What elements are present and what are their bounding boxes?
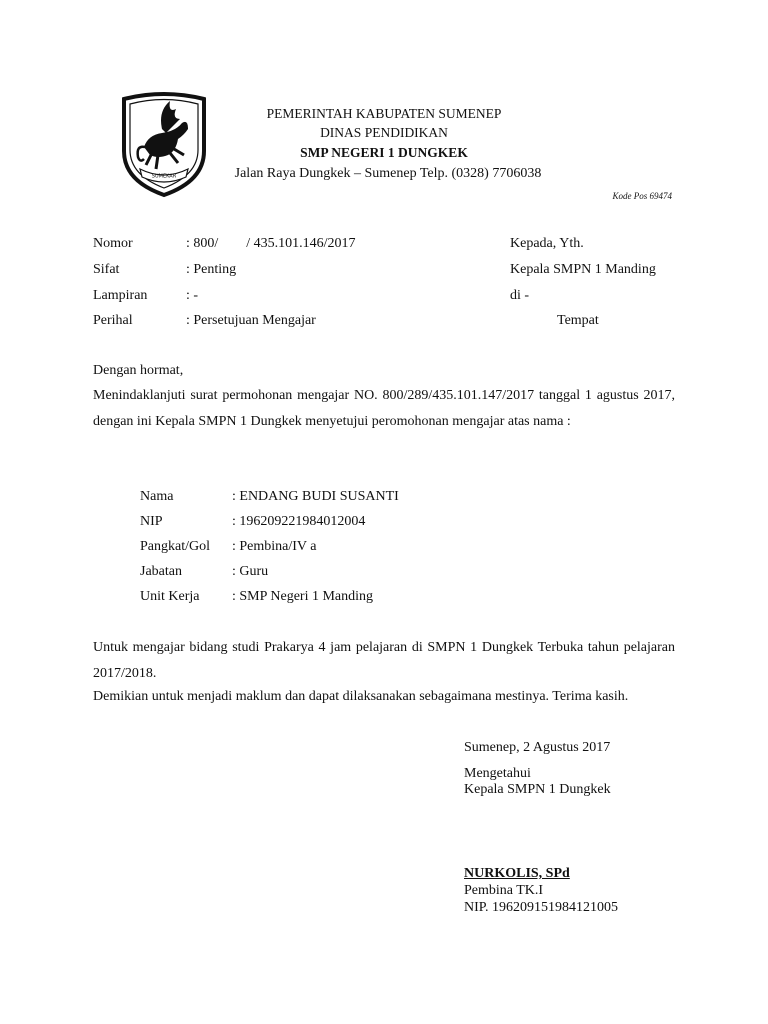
detail-value-nama: : ENDANG BUDI SUSANTI	[232, 489, 399, 504]
meta-label-sifat: Sifat	[93, 262, 120, 277]
meta-value-nomor: : 800/ / 435.101.146/2017	[186, 236, 356, 251]
detail-value-nip: : 196209221984012004	[232, 514, 366, 529]
signatory-name: NURKOLIS, SPd	[464, 866, 570, 881]
signature-ack: Mengetahui	[464, 766, 531, 781]
letterhead-line-1: PEMERINTAH KABUPATEN SUMENEP	[266, 106, 502, 121]
detail-label-nama: Nama	[140, 489, 174, 504]
meta-value-perihal: : Persetujuan Mengajar	[186, 313, 316, 328]
detail-value-unit-kerja: : SMP Negeri 1 Manding	[232, 589, 374, 604]
detail-label-jabatan: Jabatan	[140, 564, 182, 579]
body-paragraph-1: Menindaklanjuti surat permohonan mengajar NO. 800/289/435.101.147/2017 tanggal 1 agustus 2017, dengan ini Kepala SMPN 1 Dungkek menyetujui peromohonan mengajar atas nama :	[93, 388, 675, 429]
letterhead-line-2: DINAS PENDIDIKAN	[320, 125, 448, 140]
meta-label-nomor: Nomor	[93, 236, 133, 251]
signatory-rank: Pembina TK.I	[464, 883, 544, 898]
signature-position: Kepala SMPN 1 Dungkek	[464, 782, 611, 797]
meta-label-perihal: Perihal	[93, 313, 133, 328]
detail-label-nip: NIP	[140, 514, 163, 529]
logo-ribbon-text: SUMEKAR	[151, 173, 177, 180]
body-paragraph-2: Untuk mengajar bidang studi Prakarya 4 jam pelajaran di SMPN 1 Dungkek Terbuka tahun pelajaran 2017/2018.	[93, 640, 675, 681]
detail-value-jabatan: : Guru	[232, 564, 269, 579]
signatory-nip: NIP. 196209151984121005	[464, 900, 619, 915]
recipient-line-2: Kepala SMPN 1 Manding	[510, 262, 656, 277]
signature-place-date: Sumenep, 2 Agustus 2017	[464, 740, 611, 755]
recipient-line-3: di -	[510, 288, 530, 303]
recipient-line-4: Tempat	[557, 313, 599, 328]
body-paragraph-3: Demikian untuk menjadi maklum dan dapat dilaksanakan sebagaimana mestinya. Terima kasih.	[93, 689, 629, 704]
meta-label-lampiran: Lampiran	[93, 288, 148, 303]
meta-value-sifat: : Penting	[186, 262, 237, 277]
detail-label-pangkat: Pangkat/Gol	[140, 539, 210, 554]
recipient-line-1: Kepada, Yth.	[510, 236, 584, 251]
postal-code: Kode Pos 69474	[612, 191, 672, 201]
meta-value-lampiran: : -	[186, 288, 199, 303]
letterhead-address: Jalan Raya Dungkek – Sumenep Telp. (0328) 7706038	[234, 166, 542, 181]
letterhead-school-name: SMP NEGERI 1 DUNGKEK	[300, 145, 468, 160]
greeting: Dengan hormat,	[93, 363, 184, 378]
detail-value-pangkat: : Pembina/IV a	[232, 539, 317, 554]
detail-label-unit-kerja: Unit Kerja	[140, 589, 200, 604]
